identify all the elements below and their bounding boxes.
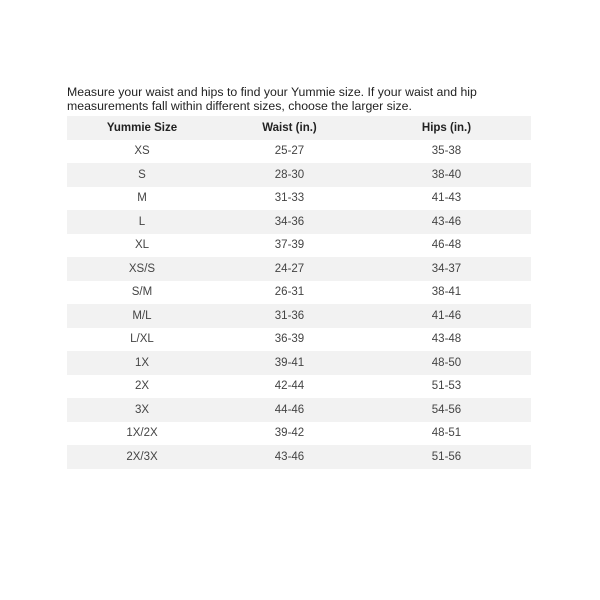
waist-cell: 31-33 xyxy=(274,192,305,205)
size-cell: 1X xyxy=(134,356,150,369)
hips-cell: 35-38 xyxy=(431,145,462,158)
size-cell: M/L xyxy=(132,309,152,322)
table-row xyxy=(67,187,531,211)
size-cell: XL xyxy=(134,239,150,252)
hips-cell: 48-50 xyxy=(431,356,462,369)
size-chart-table xyxy=(67,116,531,469)
hips-cell: 41-46 xyxy=(431,309,462,322)
size-cell: S/M xyxy=(131,286,153,299)
waist-cell: 44-46 xyxy=(274,403,305,416)
hips-cell: 38-40 xyxy=(431,168,462,181)
table-row xyxy=(67,304,531,328)
table-row xyxy=(67,163,531,187)
waist-cell: 26-31 xyxy=(274,286,305,299)
table-row xyxy=(67,445,531,469)
hips-cell: 43-46 xyxy=(431,215,462,228)
header-yummie-size: Yummie Size xyxy=(106,121,178,134)
waist-cell: 37-39 xyxy=(274,239,305,252)
hips-cell: 34-37 xyxy=(431,262,462,275)
size-cell: XS/S xyxy=(128,262,156,275)
waist-cell: 31-36 xyxy=(274,309,305,322)
waist-cell: 28-30 xyxy=(274,168,305,181)
waist-cell: 25-27 xyxy=(274,145,305,158)
table-header-row xyxy=(67,116,531,140)
table-row xyxy=(67,281,531,305)
size-cell: L/XL xyxy=(130,333,154,346)
waist-cell: 42-44 xyxy=(274,380,305,393)
table-row xyxy=(67,210,531,234)
hips-cell: 41-43 xyxy=(431,192,462,205)
hips-cell: 48-51 xyxy=(431,427,462,440)
size-cell: S xyxy=(138,168,146,181)
hips-cell: 51-53 xyxy=(431,380,462,393)
size-cell: L xyxy=(138,215,146,228)
table-row xyxy=(67,257,531,281)
waist-cell: 39-42 xyxy=(274,427,305,440)
header-waist: Waist (in.) xyxy=(262,121,317,134)
size-cell: 2X/3X xyxy=(126,450,158,463)
size-cell: M xyxy=(137,192,147,205)
table-row xyxy=(67,422,531,446)
table-row xyxy=(67,328,531,352)
hips-cell: 54-56 xyxy=(431,403,462,416)
waist-cell: 43-46 xyxy=(274,450,305,463)
size-guide-instructions: Measure your waist and hips to find your Yummie size. If your waist and hip measurements fall within different sizes, choose the larger size. xyxy=(67,85,477,113)
header-hips: Hips (in.) xyxy=(421,121,472,134)
waist-cell: 24-27 xyxy=(274,262,305,275)
table-row xyxy=(67,398,531,422)
hips-cell: 51-56 xyxy=(431,450,462,463)
size-cell: XS xyxy=(134,145,150,158)
hips-cell: 46-48 xyxy=(431,239,462,252)
table-row xyxy=(67,351,531,375)
size-cell: 1X/2X xyxy=(126,427,158,440)
size-cell: 2X xyxy=(134,380,150,393)
table-row xyxy=(67,140,531,164)
table-row xyxy=(67,234,531,258)
hips-cell: 43-48 xyxy=(431,333,462,346)
waist-cell: 39-41 xyxy=(274,356,305,369)
size-cell: 3X xyxy=(134,403,150,416)
waist-cell: 34-36 xyxy=(274,215,305,228)
table-row xyxy=(67,375,531,399)
waist-cell: 36-39 xyxy=(274,333,305,346)
hips-cell: 38-41 xyxy=(431,286,462,299)
